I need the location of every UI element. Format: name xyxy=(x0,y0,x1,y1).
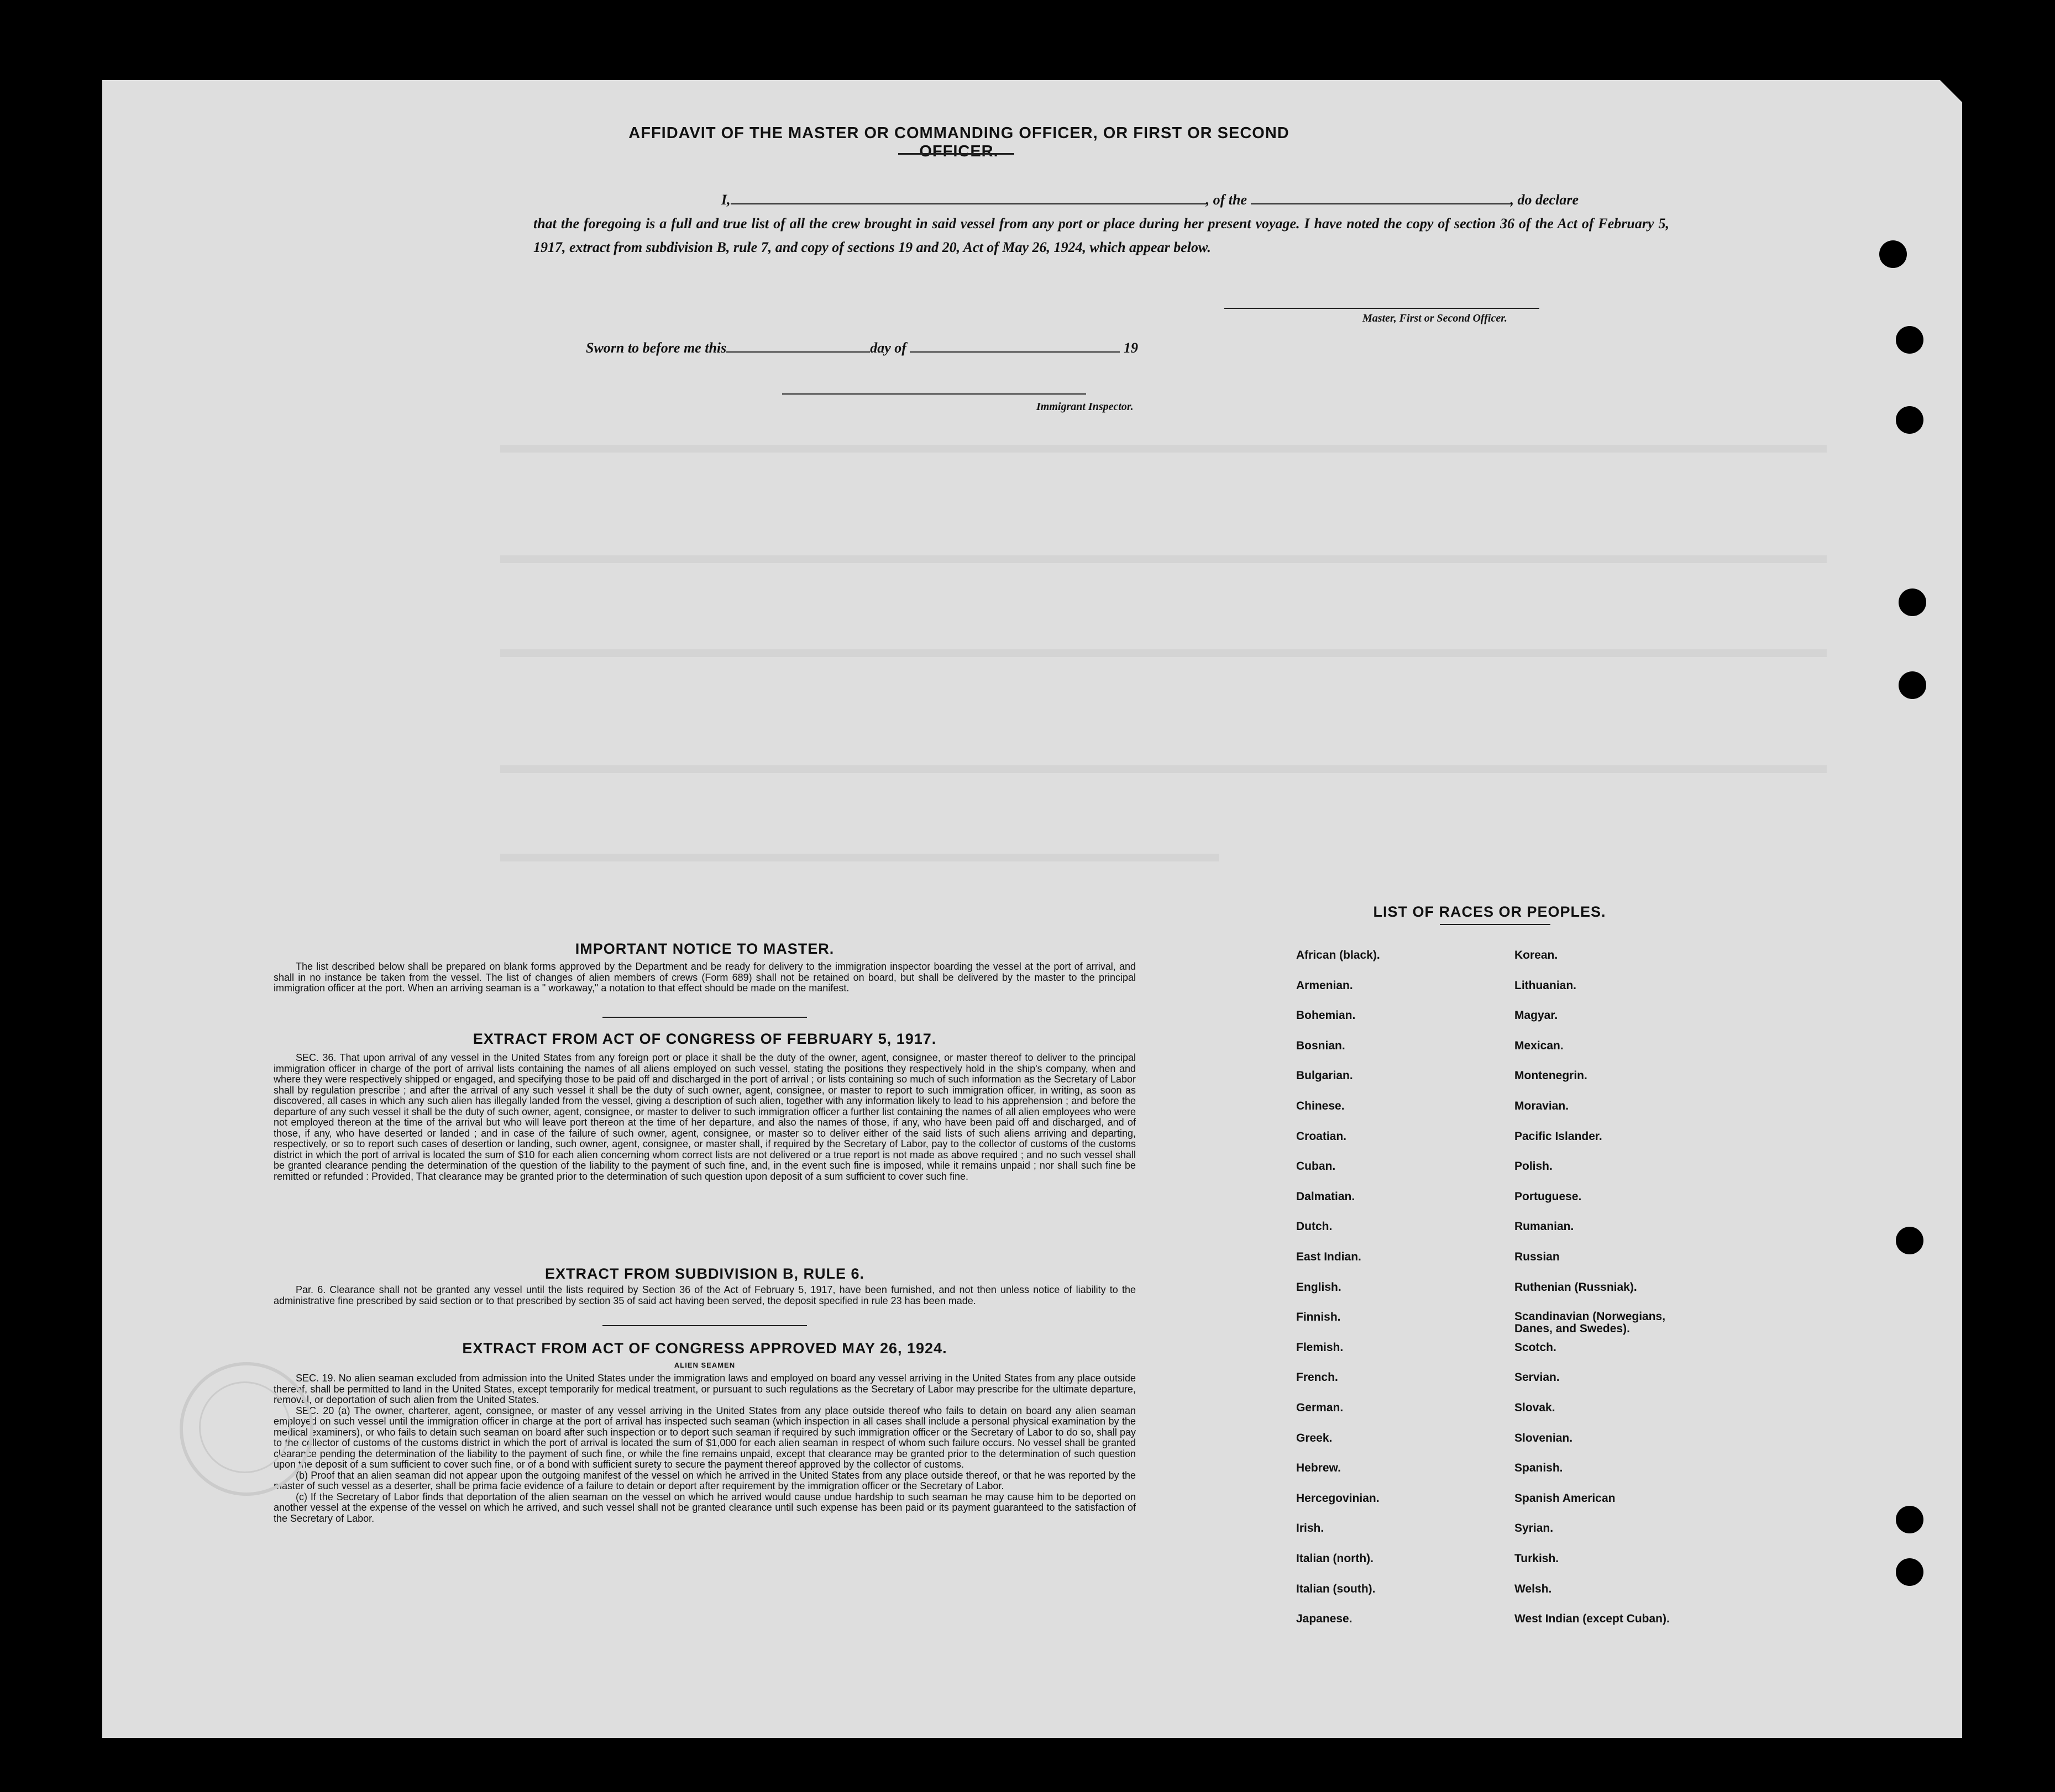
race-item-left: Dalmatian. xyxy=(1296,1190,1355,1203)
sworn-label: Sworn to before me this xyxy=(586,340,727,356)
punch-hole xyxy=(1896,406,1923,434)
race-item-right: Russian xyxy=(1514,1250,1560,1263)
race-item-left: Dutch. xyxy=(1296,1220,1333,1233)
race-item-right: Scotch. xyxy=(1514,1341,1556,1354)
race-item-right: Spanish. xyxy=(1514,1462,1563,1475)
embossed-seal-inner xyxy=(199,1381,291,1473)
divider xyxy=(1440,924,1550,925)
race-item-right: Korean. xyxy=(1514,949,1558,961)
bleed-through-row xyxy=(500,555,1827,563)
section-20c-paragraph: (c) If the Secretary of Labor finds that deportation of the alien seaman on the vessel on which he arrived would cause undue hardship to such seaman he may cause him to be deported on another vessel at the expense of the vessel on which he arrived, and such vessel shall not be granted clearance until such expense has been paid or its payment guaranteed to the satisfaction of the Secretary of Labor. xyxy=(274,1491,1136,1524)
race-item-left: Japanese. xyxy=(1296,1612,1352,1626)
race-item-right: Moravian. xyxy=(1514,1100,1569,1112)
race-item-left: Flemish. xyxy=(1296,1341,1344,1354)
race-item-right: Slovenian. xyxy=(1514,1431,1573,1444)
race-item-right: Polish. xyxy=(1514,1160,1553,1173)
punch-hole xyxy=(1899,671,1926,699)
race-item-left: German. xyxy=(1296,1401,1344,1414)
race-item-left: English. xyxy=(1296,1280,1341,1294)
document-page xyxy=(102,80,1962,1738)
race-item-left: African (black). xyxy=(1296,949,1380,961)
day-of-label: day of xyxy=(870,340,906,356)
punch-hole xyxy=(1896,326,1923,354)
race-item-left: Bohemian. xyxy=(1296,1009,1356,1022)
punch-hole xyxy=(1896,1506,1923,1533)
label-of-the: , of the xyxy=(1205,192,1247,208)
race-item-left: Italian (south). xyxy=(1296,1582,1376,1595)
section-20a-paragraph: SEC. 20 (a) The owner, charterer, agent, consignee, or master of any vessel arriving in the United States from any place outside thereof who fails to detain on board any alien seaman employed on such vessel until the immigration officer in charge at the port of arrival has inspected such seaman (which inspection in all cases shall include a personal physical examination by the medical examiners), or who fails to detain such seaman on board after such inspection or to deport such seaman if required by such immigration officer or the Secretary of Labor to do so, shall pay to the collector of customs of the customs district in which the port of arrival is located the sum of $1,000 for each alien seaman in respect of whom such failure occurs. No vessel shall be granted clearance pending the determination of the liability to the payment of such fine, or while the fine remains unpaid, except that clearance may be granted prior to the determination of such question upon the deposit of a sum sufficient to cover such fine, or of a bond with sufficient surety to secure the payment thereof approved by the collector of customs. xyxy=(274,1405,1136,1470)
declaration-first-line xyxy=(533,188,1669,212)
torn-corner xyxy=(1939,79,1963,103)
sworn-line xyxy=(586,340,1138,356)
bleed-through-row xyxy=(500,854,1219,861)
notice-title: IMPORTANT NOTICE TO MASTER. xyxy=(575,940,835,957)
divider xyxy=(898,153,1014,155)
race-item-right: West Indian (except Cuban). xyxy=(1514,1612,1670,1626)
race-item-left: Armenian. xyxy=(1296,979,1353,992)
rule6-paragraph: Par. 6. Clearance shall not be granted any vessel until the lists required by Section 36 of the Act of February 5, 1917, have been furnished, and not then unless notice of liability to the administrative fine prescribed by said section or to that prescribed by section 35 of said act having been served, the deposit specified in rule 23 has been made. xyxy=(274,1284,1136,1306)
punch-hole xyxy=(1899,588,1926,616)
race-item-left: Irish. xyxy=(1296,1522,1324,1535)
extract-1917-title: EXTRACT FROM ACT OF CONGRESS OF FEBRUARY 5, 1917. xyxy=(473,1031,937,1047)
extract-rule6-text xyxy=(274,1285,1136,1306)
races-title: LIST OF RACES OR PEOPLES. xyxy=(1373,903,1606,920)
divider xyxy=(602,1017,807,1018)
extract-1917-text xyxy=(274,1053,1136,1182)
section-36-paragraph: SEC. 36. That upon arrival of any vessel in the United States from any foreign port or place it shall be the duty of the owner, agent, consignee, or master thereof to deliver to the principal immigration officer in charge of the port of arrival lists containing the names of all aliens employed on such vessel, stating the positions they respectively hold in the ship's company, when and where they were respectively shipped or engaged, and specifying those to be paid off and discharged in the port of arrival ; or lists containing so much of such information as the Secretary of Labor shall by regulation prescribe ; and after the arrival of any such vessel it shall be the duty of such owner, agent, consignee, or master to report to such immigration officer, in writing, as soon as discovered, all cases in which any such alien has illegally landed from the vessel, giving a description of such alien, together with any information likely to lead to his apprehension ; and before the departure of any such vessel it shall be the duty of such owner, agent, consignee, or master to deliver to such immigration officer a further list containing the names of all alien employees who were not employed thereon at the time of the arrival but who will leave port thereon at the time of her departure, and also the names of those, if any, who have been paid off and discharged, and of those, if any, who have deserted or landed ; and in case of the failure of such owner, agent, consignee, or master so to deliver either of the said lists of such aliens arriving and departing, respectively, or so to report such cases of desertion or landing, such owner, agent, consignee, or master shall, if required by the Secretary of Labor, pay to the collector of customs of the customs district in which the port of arrival is located the sum of $10 for each alien concerning whom correct lists are not delivered or a true report is not made as above required ; and no such vessel shall be granted clearance pending the determination of the question of the liability to the payment of such fine, and, in the event such fine is imposed, while it remains unpaid ; nor shall such fine be remitted or refunded : Provided, That clearance may be granted prior to the determination of such question upon deposit of a sum sufficient to cover such fine. xyxy=(274,1052,1136,1182)
race-item-right: Lithuanian. xyxy=(1514,979,1576,992)
race-item-left: Bulgarian. xyxy=(1296,1069,1353,1082)
year-prefix: 19 xyxy=(1123,340,1138,356)
master-signature-line[interactable] xyxy=(1224,308,1539,309)
race-item-right: Turkish. xyxy=(1514,1552,1559,1565)
race-item-right: Servian. xyxy=(1514,1371,1560,1384)
race-item-right: Slovak. xyxy=(1514,1401,1555,1414)
notice-paragraph: The list described below shall be prepared on blank forms approved by the Department and be ready for delivery to the immigration inspector boarding the vessel at the port of arrival, and shall in no instance be taken from the vessel. The list of changes of alien members of crews (Form 689) shall not be retained on board, but shall be delivered by the master to the principal immigration officer at the port. When an arriving seaman is a " workaway," a notation to that effect should be made on the manifest. xyxy=(274,961,1136,994)
race-item-right: Portuguese. xyxy=(1514,1190,1582,1203)
sworn-month-field[interactable] xyxy=(910,340,1120,353)
punch-hole xyxy=(1896,1558,1923,1586)
race-item-right: Scandinavian (Norwegians, Danes, and Swedes). xyxy=(1514,1310,1666,1336)
inspector-signature-line[interactable] xyxy=(782,393,1086,395)
race-item-left: Bosnian. xyxy=(1296,1039,1345,1052)
divider xyxy=(602,1325,807,1326)
affidavit-declaration xyxy=(533,188,1669,259)
bleed-through-row xyxy=(500,649,1827,657)
extract-1924-title: EXTRACT FROM ACT OF CONGRESS APPROVED MAY 26, 1924. xyxy=(462,1340,947,1357)
sworn-day-field[interactable] xyxy=(726,340,870,353)
vessel-field[interactable] xyxy=(1251,192,1511,204)
bleed-through-row xyxy=(500,765,1827,773)
alien-seamen-subtitle: ALIEN SEAMEN xyxy=(674,1361,736,1369)
section-19-paragraph: SEC. 19. No alien seaman excluded from admission into the United States under the immigration laws and employed on board any vessel arriving in the United States from any place outside thereof, shall be permitted to land in the United States, except temporarily for medical treatment, or pursuant to such regulations as the Secretary of Labor may prescribe for the ultimate departure, removal, or deportation of such alien from the United States. xyxy=(274,1373,1136,1405)
race-item-right: Magyar. xyxy=(1514,1009,1558,1022)
punch-hole xyxy=(1879,240,1907,268)
race-item-left: Italian (north). xyxy=(1296,1552,1374,1565)
race-item-left: Cuban. xyxy=(1296,1160,1336,1173)
race-item-right: Welsh. xyxy=(1514,1582,1552,1595)
punch-hole xyxy=(1896,1227,1923,1254)
race-item-left: Finnish. xyxy=(1296,1311,1341,1324)
label-do-declare: , do declare xyxy=(1510,192,1579,208)
race-item-right: Ruthenian (Russniak). xyxy=(1514,1280,1637,1294)
affidavit-title: AFFIDAVIT OF THE MASTER OR COMMANDING OFFICER, OR FIRST OR SECOND OFFICER. xyxy=(628,124,1289,160)
master-signature-label: Master, First or Second Officer. xyxy=(1362,312,1507,324)
race-item-left: East Indian. xyxy=(1296,1250,1361,1263)
race-item-left: Hebrew. xyxy=(1296,1462,1341,1475)
declaration-body: that the foregoing is a full and true list of all the crew brought in said vessel from any port or place during her present voyage. I have noted the copy of section 36 of the Act of February 5, 1917, extract from subdivision B, rule 7, and copy of sections 19 and 20, Act of May 26, 1924, which appear below. xyxy=(533,216,1669,255)
race-item-right: Spanish American xyxy=(1514,1491,1616,1505)
race-item-left: Chinese. xyxy=(1296,1100,1345,1112)
race-item-right: Mexican. xyxy=(1514,1039,1564,1052)
extract-1924-text xyxy=(274,1373,1136,1524)
race-item-right: Rumanian. xyxy=(1514,1220,1574,1233)
notice-text xyxy=(274,961,1136,994)
section-20b-paragraph: (b) Proof that an alien seaman did not appear upon the outgoing manifest of the vessel on which he arrived in the United States from any place outside thereof, or that he was reported by the master of such vessel as a deserter, shall be prima facie evidence of a failure to detain or deport after requirement by the immigration officer or the Secretary of Labor. xyxy=(274,1469,1136,1491)
bleed-through-row xyxy=(500,445,1827,453)
race-item-left: Hercegovinian. xyxy=(1296,1491,1380,1505)
race-item-left: Greek. xyxy=(1296,1431,1333,1444)
race-item-left: French. xyxy=(1296,1371,1338,1384)
label-i: I, xyxy=(721,192,731,208)
race-item-right: Pacific Islander. xyxy=(1514,1129,1602,1143)
inspector-label: Immigrant Inspector. xyxy=(1036,401,1134,413)
race-item-right: Syrian. xyxy=(1514,1522,1554,1535)
name-field[interactable] xyxy=(731,192,1206,204)
extract-rule6-title: EXTRACT FROM SUBDIVISION B, RULE 6. xyxy=(544,1265,865,1282)
race-item-left: Croatian. xyxy=(1296,1129,1347,1143)
race-item-right: Montenegrin. xyxy=(1514,1069,1587,1082)
